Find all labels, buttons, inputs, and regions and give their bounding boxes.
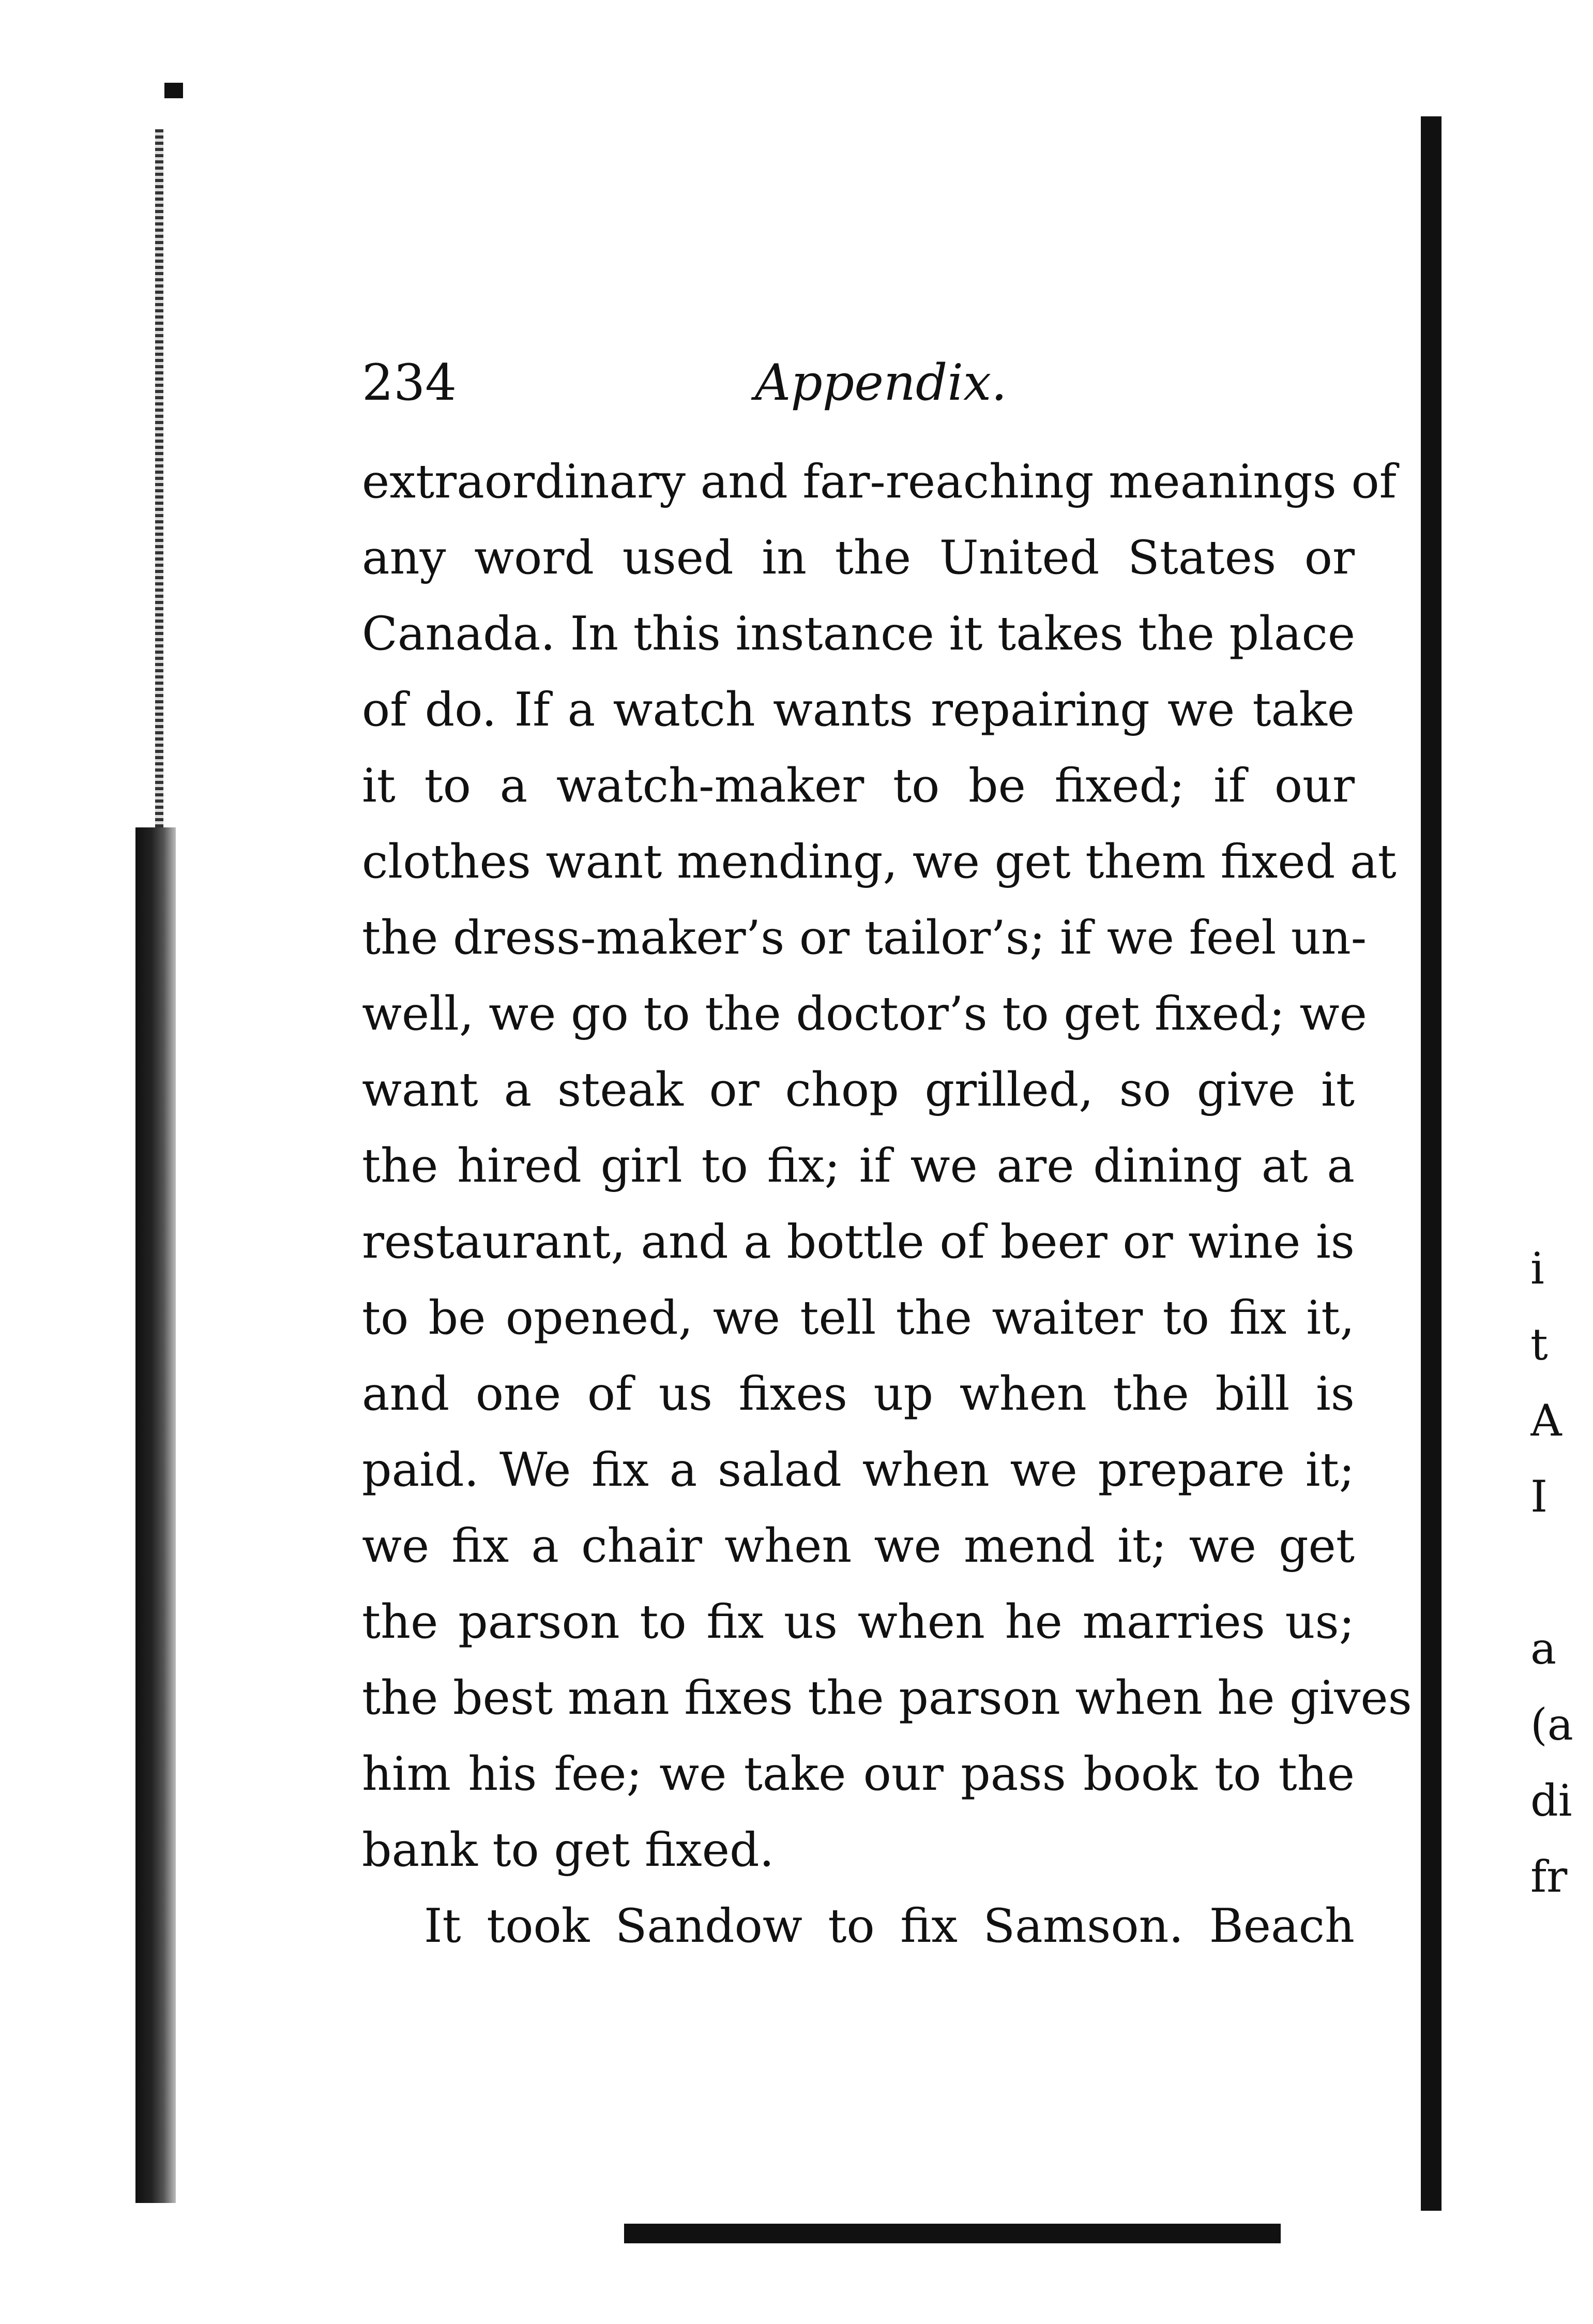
scan-artifact-right-edge [1421,116,1442,2211]
text-line: extraordinary and far-reaching meanings of [362,455,1397,509]
text-line: and one of us fixes up when the bill is [362,1367,1355,1421]
facing-page-fragment: a [1530,1623,1557,1674]
body-text [362,444,1412,1964]
facing-page-fragment [1530,1535,1593,1611]
text-line: to be opened, we tell the waiter to fix it, [362,1291,1355,1345]
text-line: of do. If a watch wants repairing we take [362,683,1355,737]
facing-page-fragment: t [1530,1319,1548,1370]
facing-page-fragment: di [1530,1775,1572,1826]
facing-page-fragment: fr [1530,1851,1568,1902]
page-number: 234 [362,354,457,412]
facing-page-fragment: I [1530,1471,1548,1522]
facing-page-fragment: i [1530,1243,1544,1294]
text-line: the hired girl to fix; if we are dining at a [362,1139,1355,1193]
text-line: restaurant, and a bottle of beer or wine is [362,1215,1355,1269]
scan-artifact-left-shadow [135,827,176,2203]
text-line: bank to get fixed. [362,1823,775,1877]
text-line: want a steak or chop grilled, so give it [362,1063,1355,1117]
text-line: Canada. In this instance it takes the place [362,607,1356,661]
text-line: well, we go to the doctor’s to get fixed; we [362,987,1367,1041]
text-line: the dress-maker’s or tailor’s; if we feel un- [362,911,1367,965]
scan-artifact-mark [164,83,183,98]
text-line: him his fee; we take our pass book to the [362,1747,1355,1801]
page-header [362,352,1355,414]
facing-page-fragment: (a [1530,1699,1573,1750]
facing-page-fragments [1530,1231,1593,1915]
text-line: any word used in the United States or [362,531,1355,585]
scan-artifact-bottom-bar [624,2224,1281,2243]
text-line: It took Sandow to fix Samson. Beach [424,1899,1355,1953]
text-line: we fix a chair when we mend it; we get [362,1519,1355,1573]
text-line: the best man fixes the parson when he gives [362,1671,1412,1725]
text-line: it to a watch-maker to be fixed; if our [362,759,1355,813]
facing-page-fragment: A [1530,1395,1562,1446]
text-line: clothes want mending, we get them fixed at [362,835,1397,889]
running-head: Appendix. [755,354,1007,412]
scan-artifact-binding-edge [155,129,163,827]
text-line: paid. We fix a salad when we prepare it; [362,1443,1355,1497]
text-line: the parson to fix us when he marries us; [362,1595,1355,1649]
